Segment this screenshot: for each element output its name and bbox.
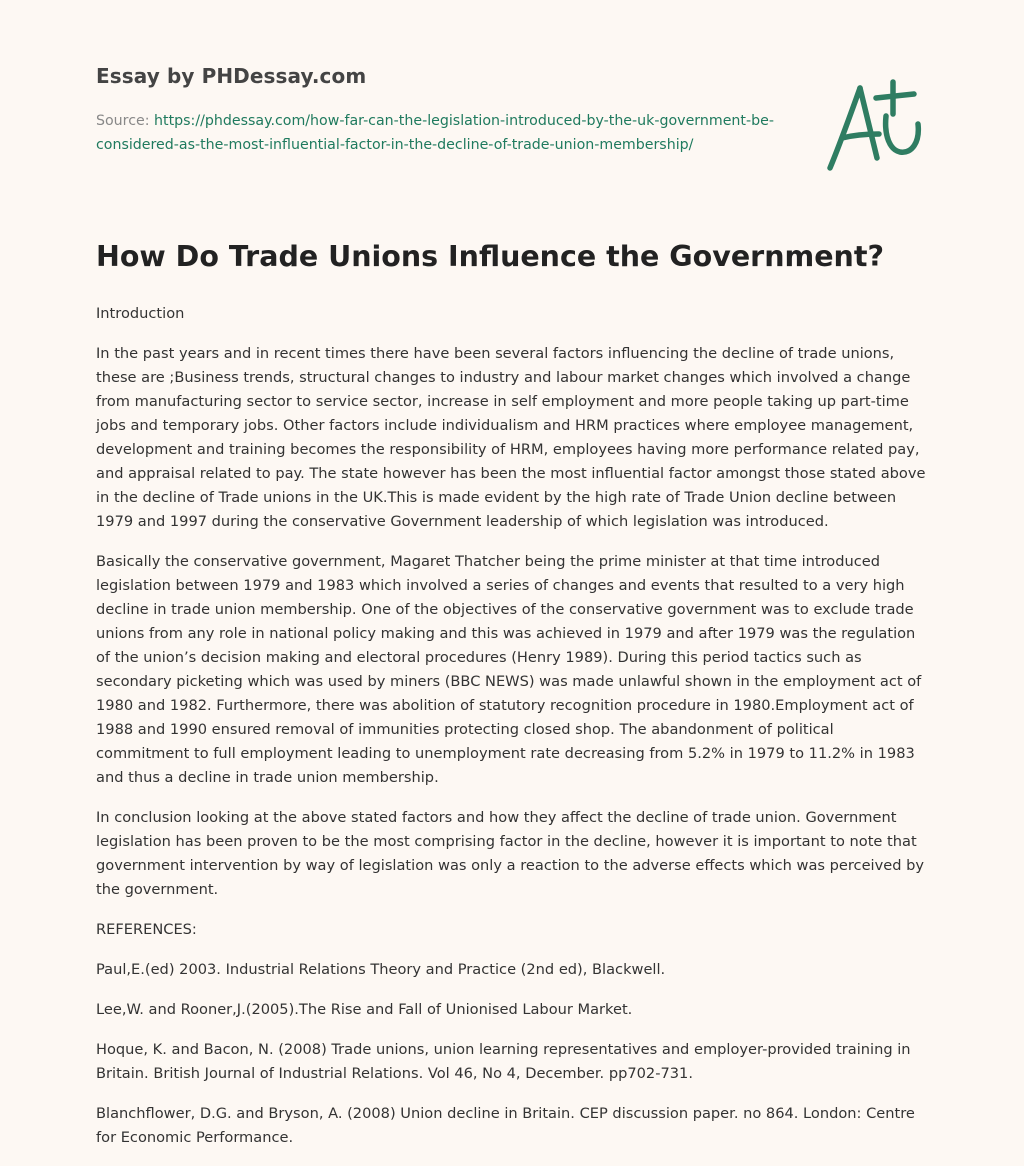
site-brand: Essay by PHDessay.com	[96, 64, 367, 88]
paragraph: In conclusion looking at the above stated factors and how they affect the decline of trade union. Government legislation has been proven to be the most comprising factor in the decline, however it is important to note that government intervention by way of legislation was only a reaction to the adverse effects which was perceived by the government.	[96, 809, 925, 898]
reference-item: Hoque, K. and Bacon, N. (2008) Trade unions, union learning representatives and employer-provided training in Britain. British Journal of Industrial Relations. Vol 46, No 4, December. pp702-731.	[96, 1041, 911, 1082]
reference-item: Blanchflower, D.G. and Bryson, A. (2008) Union decline in Britain. CEP discussion paper. no 864. London: Centre for Economic Performance.	[96, 1105, 915, 1146]
page-title: How Do Trade Unions Influence the Government?	[96, 240, 884, 273]
paragraph: Basically the conservative government, Magaret Thatcher being the prime minister at that time introduced legislation between 1979 and 1983 which involved a series of changes and events that resulted to a very high decline in trade union membership. One of the objectives of the conservative government was to exclude trade unions from any role in national policy making and this was achieved in 1979 and after 1979 was the regulation of the union’s decision making and electoral procedures (Henry 1989). During this period tactics such as secondary picketing which was used by miners (BBC NEWS) was made unlawful shown in the employment act of 1980 and 1982. Furthermore, there was abolition of statutory recognition procedure in 1980.Employment act of 1988 and 1990 ensured removal of immunities protecting closed shop. The abandonment of political commitment to full employment leading to unemployment rate decreasing from 5.2% in 1979 to 11.2% in 1983 and thus a decline in trade union membership.	[96, 553, 922, 786]
paragraph: In the past years and in recent times there have been several factors influencing the decline of trade unions, these are ;Business trends, structural changes to industry and labour market changes which involved a change from manufacturing sector to service sector, increase in self employment and more people taking up part-time jobs and temporary jobs. Other factors include individualism and HRM practices where employee management, development and training becomes the responsibility of HRM, employees having more performance related pay, and appraisal related to pay. The state however has been the most influential factor amongst those stated above in the decline of Trade unions in the UK.This is made evident by the high rate of Trade Union decline between 1979 and 1997 during the conservative Government leadership of which legislation was introduced.	[96, 345, 926, 530]
source-link[interactable]: https://phdessay.com/how-far-can-the-legislation-introduced-by-the-uk-government-be-considered-as-the-most-influential-factor-in-the-decline-of-trade-union-membership/	[96, 113, 774, 153]
source-line	[96, 109, 776, 157]
references-heading: REFERENCES:	[96, 921, 197, 938]
source-label: Source:	[96, 113, 150, 129]
article-body	[96, 302, 930, 1166]
reference-item: Paul,E.(ed) 2003. Industrial Relations Theory and Practice (2nd ed), Blackwell.	[96, 961, 666, 978]
a-plus-logo-icon	[824, 78, 928, 174]
intro-heading: Introduction	[96, 305, 185, 322]
reference-item: Lee,W. and Rooner,J.(2005).The Rise and Fall of Unionised Labour Market.	[96, 1001, 633, 1018]
